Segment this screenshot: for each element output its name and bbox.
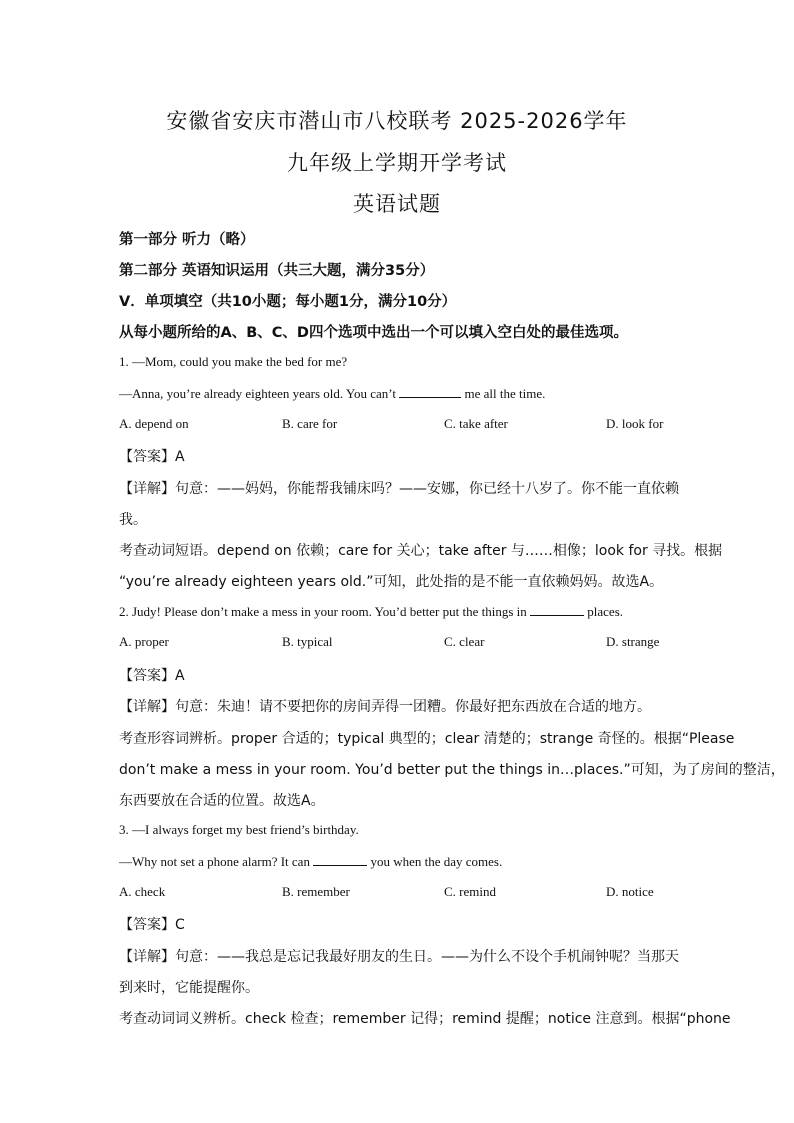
- q1-option-c: C. take after: [444, 416, 508, 431]
- q1-option-a: A. depend on: [119, 416, 189, 431]
- q2-explain-3: don’t make a mess in your room. You’d better put the things in…places.”可知，为了房间的整洁，: [119, 762, 785, 778]
- q2-option-d: D. strange: [606, 634, 660, 649]
- q2-answer: 【答案】A: [119, 668, 185, 684]
- instruction: 从每小题所给的A、B、C、D四个选项中选出一个可以填入空白处的最佳选项。: [119, 325, 628, 341]
- q1-line-2: [119, 385, 679, 402]
- q3-option-a: A. check: [119, 884, 166, 899]
- q1-answer: 【答案】A: [119, 449, 185, 465]
- q3-line-2-start: —Why not set a phone alarm? It can: [119, 854, 310, 869]
- q1-option-d: D. look for: [606, 416, 664, 431]
- q1-explain-3: 考查动词短语。depend on 依赖；care for 关心；take after 与……相像；look for 寻找。根据: [119, 543, 723, 559]
- q3-blank: [313, 853, 367, 866]
- q3-line-2: [119, 853, 679, 870]
- q1-blank: [399, 385, 461, 398]
- q1-explain-4: “you’re already eighteen years old.”可知，此处指的是不能一直依赖妈妈。故选A。: [119, 574, 664, 590]
- q3-option-c: C. remind: [444, 884, 496, 899]
- q2-line-1: [119, 603, 679, 620]
- q3-explain-1: 【详解】句意：——我总是忘记我最好朋友的生日。——为什么不设个手机闹钟呢？当那天: [119, 949, 679, 965]
- q3-option-b: B. remember: [282, 884, 350, 899]
- section5-heading: V．单项填空（共10小题；每小题1分，满分10分）: [119, 294, 457, 310]
- q2-explain-4: 东西要放在合适的位置。故选A。: [119, 793, 325, 809]
- q3-line-1: 3. —I always forget my best friend’s birthday.: [119, 822, 359, 837]
- q1-line-1: 1. —Mom, could you make the bed for me?: [119, 354, 348, 369]
- part2-heading: 第二部分 英语知识运用（共三大题，满分35分）: [119, 263, 435, 279]
- title-line-1: 安徽省安庆市潜山市八校联考 2025-2026学年: [166, 109, 628, 133]
- q1-explain-2: 我。: [119, 512, 147, 528]
- q3-option-d: D. notice: [606, 884, 654, 899]
- title-line-2: 九年级上学期开学考试: [287, 151, 507, 175]
- q2-blank: [530, 603, 584, 616]
- q2-explain-2: 考查形容词辨析。proper 合适的；typical 典型的；clear 清楚的；strange 奇怪的。根据“Please: [119, 731, 735, 747]
- q2-option-c: C. clear: [444, 634, 485, 649]
- q1-explain-1: 【详解】句意：——妈妈，你能帮我铺床吗？——安娜，你已经十八岁了。你不能一直依赖: [119, 481, 679, 497]
- title-line-3: 英语试题: [353, 192, 441, 216]
- q2-explain-1: 【详解】句意：朱迪！请不要把你的房间弄得一团糟。你最好把东西放在合适的地方。: [119, 699, 651, 715]
- q3-line-2-end: you when the day comes.: [370, 854, 503, 869]
- q1-option-b: B. care for: [282, 416, 338, 431]
- q3-answer: 【答案】C: [119, 917, 185, 933]
- q1-line-2-start: —Anna, you’re already eighteen years old. You can’t: [119, 386, 397, 401]
- part1-heading: 第一部分 听力（略）: [119, 232, 255, 248]
- q2-option-a: A. proper: [119, 634, 169, 649]
- q2-option-b: B. typical: [282, 634, 333, 649]
- q2-line-1-end: places.: [587, 604, 624, 619]
- q3-explain-3: 考查动词词义辨析。check 检查；remember 记得；remind 提醒；notice 注意到。根据“phone: [119, 1011, 731, 1027]
- q2-line-1-start: 2. Judy! Please don’t make a mess in your room. You’d better put the things in: [119, 604, 527, 619]
- q3-explain-2: 到来时，它能提醒你。: [119, 980, 259, 996]
- q1-line-2-end: me all the time.: [464, 386, 546, 401]
